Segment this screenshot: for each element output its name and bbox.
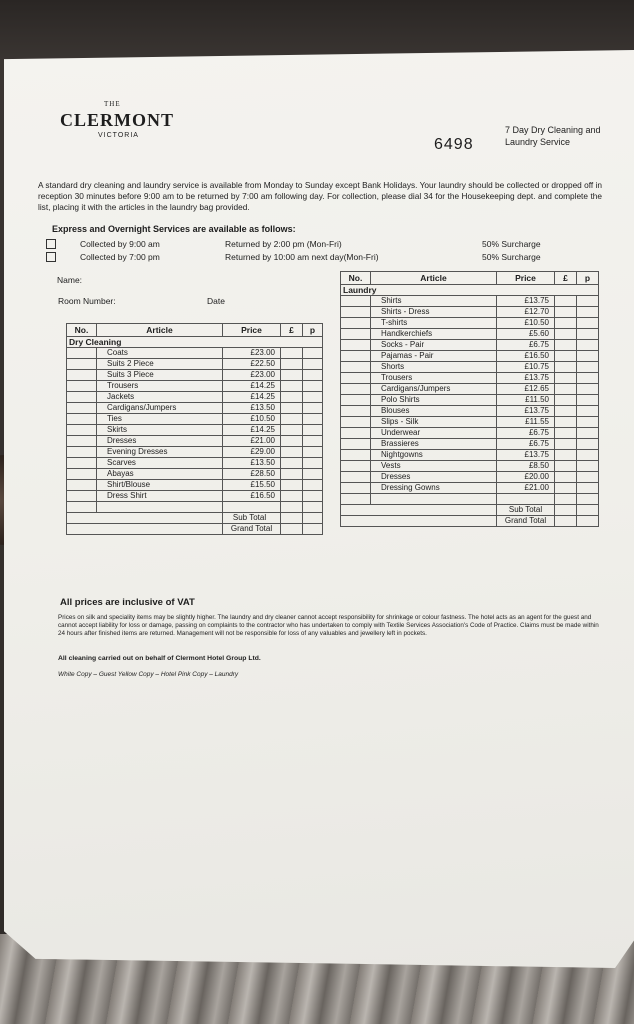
article-price: £11.55	[497, 417, 555, 428]
pence-entry[interactable]	[303, 447, 323, 458]
article-price: £13.50	[223, 458, 281, 469]
pence-entry[interactable]	[303, 425, 323, 436]
table-row	[341, 439, 599, 450]
pound-entry[interactable]	[281, 348, 303, 359]
laundry-table	[340, 271, 599, 527]
table-row	[67, 392, 323, 403]
pence-entry[interactable]	[577, 417, 599, 428]
article-name: Blouses	[371, 406, 497, 417]
article-price: £12.70	[497, 307, 555, 318]
sub-total-row	[67, 513, 323, 524]
article-price: £16.50	[497, 351, 555, 362]
name-field[interactable]: Name:	[57, 275, 83, 285]
terms-text: Prices on silk and speciality items may be slightly higher. The laundry and dry cleaner cannot accept responsibility for shrinkage or colour fastness. The hotel acts as an agent for the guest and cannot accept liability for loss or damage, passing on complaints to the contractor who has undertaken to comply with Textile Services Association's Code of Practice. Claims must be made within 24 hours after finished items are returned. Management will not be responsible for loss of any valuables and jewellery left in pockets.	[58, 614, 599, 637]
pence-entry[interactable]	[303, 381, 323, 392]
row-number[interactable]	[67, 480, 97, 491]
article-name: Brassieres	[371, 439, 497, 450]
table-header-row	[67, 324, 323, 337]
pence-entry[interactable]	[577, 406, 599, 417]
pound-entry[interactable]	[555, 362, 577, 373]
article-name: Vests	[371, 461, 497, 472]
row-number[interactable]	[341, 362, 371, 373]
article-name: Socks - Pair	[371, 340, 497, 351]
col-pound: £	[281, 324, 303, 337]
row-number[interactable]	[67, 348, 97, 359]
pence-entry[interactable]	[303, 491, 323, 502]
article-name: Cardigans/Jumpers	[371, 384, 497, 395]
collected-time: Collected by 7:00 pm	[80, 252, 160, 262]
pound-entry[interactable]	[555, 307, 577, 318]
blank-row	[67, 502, 323, 513]
pound-entry[interactable]	[281, 381, 303, 392]
table-row	[341, 296, 599, 307]
pound-entry[interactable]	[281, 425, 303, 436]
article-price: £10.50	[497, 318, 555, 329]
pound-entry[interactable]	[555, 483, 577, 494]
article-name: Shirts - Dress	[371, 307, 497, 318]
article-name: Suits 2 Piece	[97, 359, 223, 370]
pound-entry[interactable]	[555, 395, 577, 406]
pence-entry[interactable]	[303, 392, 323, 403]
table-row	[67, 436, 323, 447]
row-number[interactable]	[67, 414, 97, 425]
pence-entry[interactable]	[577, 483, 599, 494]
article-price: £6.75	[497, 428, 555, 439]
article-name: Abayas	[97, 469, 223, 480]
table-row	[67, 403, 323, 414]
article-price: £6.75	[497, 340, 555, 351]
table-row	[67, 458, 323, 469]
overnight-row	[46, 252, 566, 264]
article-name: Shirt/Blouse	[97, 480, 223, 491]
pence-entry[interactable]	[577, 472, 599, 483]
pence-entry[interactable]	[577, 351, 599, 362]
col-article: Article	[371, 272, 497, 285]
express-heading: Express and Overnight Services are available as follows:	[52, 224, 296, 234]
room-number-field[interactable]: Room Number:	[58, 296, 116, 306]
article-price: £14.25	[223, 392, 281, 403]
col-pence: p	[577, 272, 599, 285]
article-price: £10.75	[497, 362, 555, 373]
article-price: £15.50	[223, 480, 281, 491]
table-row	[341, 483, 599, 494]
pound-entry[interactable]	[555, 340, 577, 351]
table-row	[67, 447, 323, 458]
table-row	[341, 395, 599, 406]
article-price: £10.50	[223, 414, 281, 425]
article-name: Underwear	[371, 428, 497, 439]
pound-entry[interactable]	[555, 329, 577, 340]
table-row	[341, 450, 599, 461]
article-name: Handkerchiefs	[371, 329, 497, 340]
pence-entry[interactable]	[303, 359, 323, 370]
article-name: Polo Shirts	[371, 395, 497, 406]
pound-entry[interactable]	[555, 373, 577, 384]
row-number[interactable]	[67, 392, 97, 403]
table-row	[341, 318, 599, 329]
table-row	[341, 384, 599, 395]
form-number: 6498	[434, 136, 474, 153]
article-name: T-shirts	[371, 318, 497, 329]
grand-total-row	[341, 516, 599, 527]
col-pence: p	[303, 324, 323, 337]
pence-entry[interactable]	[577, 329, 599, 340]
article-name: Ties	[97, 414, 223, 425]
table-row	[341, 428, 599, 439]
table-row	[67, 370, 323, 381]
pound-entry[interactable]	[281, 392, 303, 403]
article-price: £16.50	[223, 491, 281, 502]
row-number[interactable]	[341, 307, 371, 318]
pence-entry[interactable]	[303, 458, 323, 469]
col-article: Article	[97, 324, 223, 337]
article-name: Pajamas - Pair	[371, 351, 497, 362]
article-price: £12.65	[497, 384, 555, 395]
article-price: £13.75	[497, 450, 555, 461]
pence-entry[interactable]	[577, 428, 599, 439]
table-row	[341, 461, 599, 472]
pence-entry[interactable]	[577, 384, 599, 395]
pound-entry[interactable]	[555, 296, 577, 307]
article-price: £13.75	[497, 373, 555, 384]
row-number[interactable]	[67, 458, 97, 469]
pound-entry[interactable]	[281, 403, 303, 414]
table-row	[341, 329, 599, 340]
pound-entry[interactable]	[281, 447, 303, 458]
table-row	[67, 381, 323, 392]
pound-entry[interactable]	[281, 370, 303, 381]
row-number[interactable]	[341, 395, 371, 406]
express-checkbox[interactable]	[46, 239, 56, 249]
pound-entry[interactable]	[555, 318, 577, 329]
dry-cleaning-table	[66, 323, 323, 535]
row-number[interactable]	[341, 406, 371, 417]
surcharge: 50% Surcharge	[482, 252, 541, 262]
article-name: Slips - Silk	[371, 417, 497, 428]
row-number[interactable]	[341, 373, 371, 384]
article-price: £14.25	[223, 425, 281, 436]
article-price: £21.00	[497, 483, 555, 494]
pence-entry[interactable]	[303, 480, 323, 491]
pence-entry[interactable]	[577, 461, 599, 472]
article-price: £5.60	[497, 329, 555, 340]
article-name: Dressing Gowns	[371, 483, 497, 494]
article-name: Trousers	[97, 381, 223, 392]
col-no: No.	[67, 324, 97, 337]
table-row	[67, 348, 323, 359]
pound-entry[interactable]	[281, 359, 303, 370]
row-number[interactable]	[67, 425, 97, 436]
article-price: £29.00	[223, 447, 281, 458]
row-number[interactable]	[341, 417, 371, 428]
table-row	[341, 373, 599, 384]
row-number[interactable]	[341, 461, 371, 472]
pence-entry[interactable]	[577, 340, 599, 351]
on-behalf-note: All cleaning carried out on behalf of Clermont Hotel Group Ltd.	[58, 655, 261, 662]
logo-name: CLERMONT	[60, 110, 175, 130]
row-number[interactable]	[67, 359, 97, 370]
article-name: Suits 3 Piece	[97, 370, 223, 381]
row-number[interactable]	[341, 329, 371, 340]
section-title: Dry Cleaning	[67, 337, 323, 348]
returned-time: Returned by 2:00 pm (Mon-Fri)	[225, 239, 342, 249]
intro-paragraph: A standard dry cleaning and laundry service is available from Monday to Sunday except Bank Holidays. Your laundry should be collected or dropped off in reception 30 minutes before 9:00 am to be returned by 7:00 am following day. For collection, please dial 34 for the Housekeeping dept. and complete the list, placing it with the articles in the laundry bag provided.	[38, 180, 602, 212]
pence-entry[interactable]	[577, 296, 599, 307]
pound-entry[interactable]	[555, 461, 577, 472]
surcharge: 50% Surcharge	[482, 239, 541, 249]
row-number[interactable]	[341, 351, 371, 362]
article-price: £13.75	[497, 296, 555, 307]
article-name: Jackets	[97, 392, 223, 403]
article-name: Shirts	[371, 296, 497, 307]
article-price: £6.75	[497, 439, 555, 450]
overnight-checkbox[interactable]	[46, 252, 56, 262]
pence-entry[interactable]	[577, 439, 599, 450]
col-price: Price	[497, 272, 555, 285]
pound-entry[interactable]	[555, 439, 577, 450]
grand-total-row	[67, 524, 323, 535]
article-name: Trousers	[371, 373, 497, 384]
article-price: £8.50	[497, 461, 555, 472]
pound-entry[interactable]	[555, 384, 577, 395]
table-row	[67, 359, 323, 370]
row-number[interactable]	[341, 318, 371, 329]
article-name: Scarves	[97, 458, 223, 469]
row-number[interactable]	[341, 472, 371, 483]
table-row	[67, 469, 323, 480]
blank-row	[341, 494, 599, 505]
row-number[interactable]	[67, 447, 97, 458]
article-price: £13.75	[497, 406, 555, 417]
pence-entry[interactable]	[303, 414, 323, 425]
article-price: £13.50	[223, 403, 281, 414]
pence-entry[interactable]	[577, 362, 599, 373]
pence-entry[interactable]	[303, 436, 323, 447]
pence-entry[interactable]	[303, 348, 323, 359]
article-price: £14.25	[223, 381, 281, 392]
article-name: Shorts	[371, 362, 497, 373]
table-header-row	[341, 272, 599, 285]
sub-total-label: Sub Total	[497, 505, 555, 516]
sub-total-label: Sub Total	[223, 513, 281, 524]
row-number[interactable]	[341, 296, 371, 307]
table-row	[341, 406, 599, 417]
article-name: Nightgowns	[371, 450, 497, 461]
article-name: Dresses	[97, 436, 223, 447]
pound-entry[interactable]	[555, 417, 577, 428]
row-number[interactable]	[67, 469, 97, 480]
article-price: £11.50	[497, 395, 555, 406]
logo-subtitle: VICTORIA	[98, 132, 139, 139]
article-price: £23.00	[223, 348, 281, 359]
article-name: Evening Dresses	[97, 447, 223, 458]
article-name: Skirts	[97, 425, 223, 436]
row-number[interactable]	[67, 381, 97, 392]
service-title: 7 Day Dry Cleaning and Laundry Service	[505, 125, 601, 147]
article-price: £23.00	[223, 370, 281, 381]
pence-entry[interactable]	[303, 469, 323, 480]
pound-entry[interactable]	[281, 436, 303, 447]
col-no: No.	[341, 272, 371, 285]
pound-entry[interactable]	[281, 469, 303, 480]
table-row	[67, 491, 323, 502]
pound-entry[interactable]	[281, 458, 303, 469]
date-field[interactable]: Date	[207, 296, 225, 306]
pound-entry[interactable]	[555, 351, 577, 362]
sub-total-row	[341, 505, 599, 516]
pound-entry[interactable]	[555, 472, 577, 483]
article-price: £28.50	[223, 469, 281, 480]
vat-notice: All prices are inclusive of VAT	[60, 597, 195, 608]
pound-entry[interactable]	[281, 414, 303, 425]
table-row	[67, 480, 323, 491]
row-number[interactable]	[67, 491, 97, 502]
table-row	[341, 351, 599, 362]
article-name: Dress Shirt	[97, 491, 223, 502]
table-row	[67, 425, 323, 436]
table-row	[67, 414, 323, 425]
pound-entry[interactable]	[281, 480, 303, 491]
collected-time: Collected by 9:00 am	[80, 239, 160, 249]
copy-distribution: White Copy – Guest Yellow Copy – Hotel Pink Copy – Laundry	[58, 671, 239, 678]
table-row	[341, 307, 599, 318]
article-price: £20.00	[497, 472, 555, 483]
row-number[interactable]	[341, 428, 371, 439]
row-number[interactable]	[341, 439, 371, 450]
row-number[interactable]	[67, 370, 97, 381]
returned-time: Returned by 10:00 am next day(Mon-Fri)	[225, 252, 379, 262]
table-row	[341, 417, 599, 428]
express-row	[46, 239, 566, 251]
table-row	[341, 362, 599, 373]
pound-entry[interactable]	[281, 491, 303, 502]
pence-entry[interactable]	[577, 373, 599, 384]
pence-entry[interactable]	[577, 318, 599, 329]
table-row	[341, 340, 599, 351]
row-number[interactable]	[341, 450, 371, 461]
col-price: Price	[223, 324, 281, 337]
pence-entry[interactable]	[577, 450, 599, 461]
article-name: Cardigans/Jumpers	[97, 403, 223, 414]
pound-entry[interactable]	[555, 428, 577, 439]
pence-entry[interactable]	[577, 307, 599, 318]
pence-entry[interactable]	[577, 395, 599, 406]
col-pound: £	[555, 272, 577, 285]
article-name: Coats	[97, 348, 223, 359]
row-number[interactable]	[67, 436, 97, 447]
article-name: Dresses	[371, 472, 497, 483]
section-title: Laundry	[341, 285, 599, 296]
pound-entry[interactable]	[555, 450, 577, 461]
pence-entry[interactable]	[303, 370, 323, 381]
logo-the: THE	[104, 100, 121, 108]
article-price: £21.00	[223, 436, 281, 447]
grand-total-label: Grand Total	[497, 516, 555, 527]
row-number[interactable]	[341, 384, 371, 395]
pence-entry[interactable]	[303, 403, 323, 414]
pound-entry[interactable]	[555, 406, 577, 417]
table-row	[341, 472, 599, 483]
grand-total-label: Grand Total	[223, 524, 281, 535]
article-price: £22.50	[223, 359, 281, 370]
row-number[interactable]	[67, 403, 97, 414]
row-number[interactable]	[341, 340, 371, 351]
row-number[interactable]	[341, 483, 371, 494]
